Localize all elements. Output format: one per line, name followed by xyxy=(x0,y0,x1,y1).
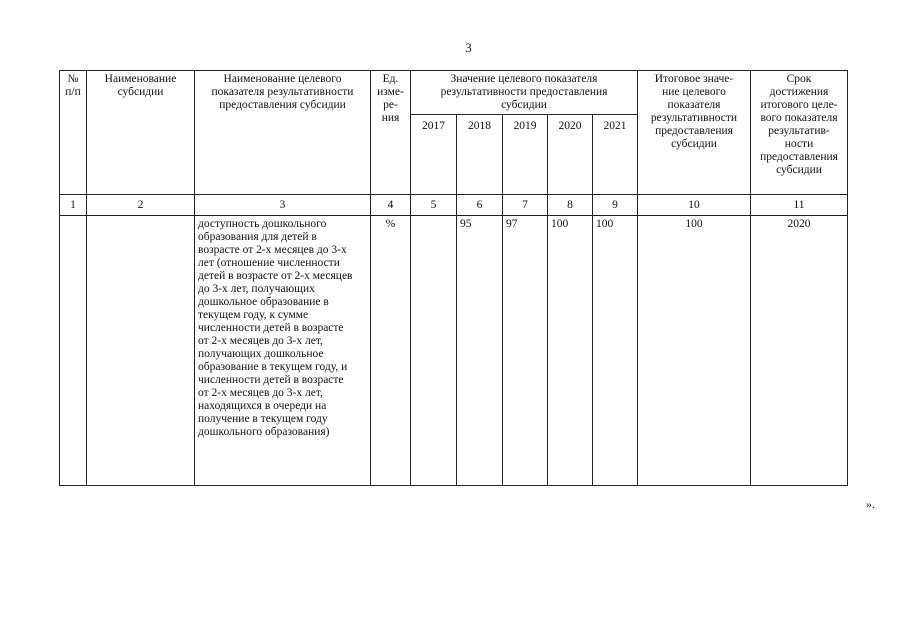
row-deadline: 2020 xyxy=(751,216,848,486)
column-number: 6 xyxy=(457,195,503,216)
row-subsidy-name xyxy=(87,216,195,486)
row-value-2020: 100 xyxy=(548,216,593,486)
header-unit: Ед. изме- ре- ния xyxy=(371,71,411,195)
header-row xyxy=(60,71,848,115)
year-2019: 2019 xyxy=(503,115,548,195)
year-2020: 2020 xyxy=(548,115,593,195)
table-row xyxy=(60,216,848,486)
row-value-2019: 97 xyxy=(503,216,548,486)
row-indicator-name: доступность дошкольного образования для детей в возрасте от 2-х месяцев до 3-х лет (отношение численности детей в возрасте от 2-х месяцев до 3-х лет, получающих дошкольное образование в текущем году, к сумме численности детей в возрасте от 2-х месяцев до 3-х лет, получающих дошкольное образование в текущем году, и численности детей в возрасте от 2-х месяцев до 3-х лет, находящихся в очереди на получение в текущем году дошкольного образования) xyxy=(195,216,371,486)
column-number: 5 xyxy=(411,195,457,216)
header-subsidy-name: Наименование субсидии xyxy=(87,71,195,195)
column-numbers-row xyxy=(60,195,848,216)
header-deadline: Срок достижения итогового целе- вого показателя результатив- ности предоставления субсидии xyxy=(751,71,848,195)
column-number: 2 xyxy=(87,195,195,216)
column-number: 7 xyxy=(503,195,548,216)
column-number: 1 xyxy=(60,195,87,216)
column-number: 8 xyxy=(548,195,593,216)
row-number xyxy=(60,216,87,486)
year-2018: 2018 xyxy=(457,115,503,195)
header-indicator-values: Значение целевого показателя результативности предоставления субсидии xyxy=(411,71,638,115)
column-number: 9 xyxy=(593,195,638,216)
year-2017: 2017 xyxy=(411,115,457,195)
row-value-2018: 95 xyxy=(457,216,503,486)
column-number: 4 xyxy=(371,195,411,216)
year-2021: 2021 xyxy=(593,115,638,195)
row-unit: % xyxy=(371,216,411,486)
indicators-table xyxy=(59,70,848,486)
closing-quote-mark: ». xyxy=(866,497,875,511)
header-final-value: Итоговое значе- ние целевого показателя результативности предоставления субсидии xyxy=(638,71,751,195)
row-value-2017 xyxy=(411,216,457,486)
column-number: 10 xyxy=(638,195,751,216)
row-final-value: 100 xyxy=(638,216,751,486)
row-value-2021: 100 xyxy=(593,216,638,486)
page-number: 3 xyxy=(465,40,472,55)
column-number: 3 xyxy=(195,195,371,216)
column-number: 11 xyxy=(751,195,848,216)
header-number: № п/п xyxy=(60,71,87,195)
header-indicator-name: Наименование целевого показателя результативности предоставления субсидии xyxy=(195,71,371,195)
